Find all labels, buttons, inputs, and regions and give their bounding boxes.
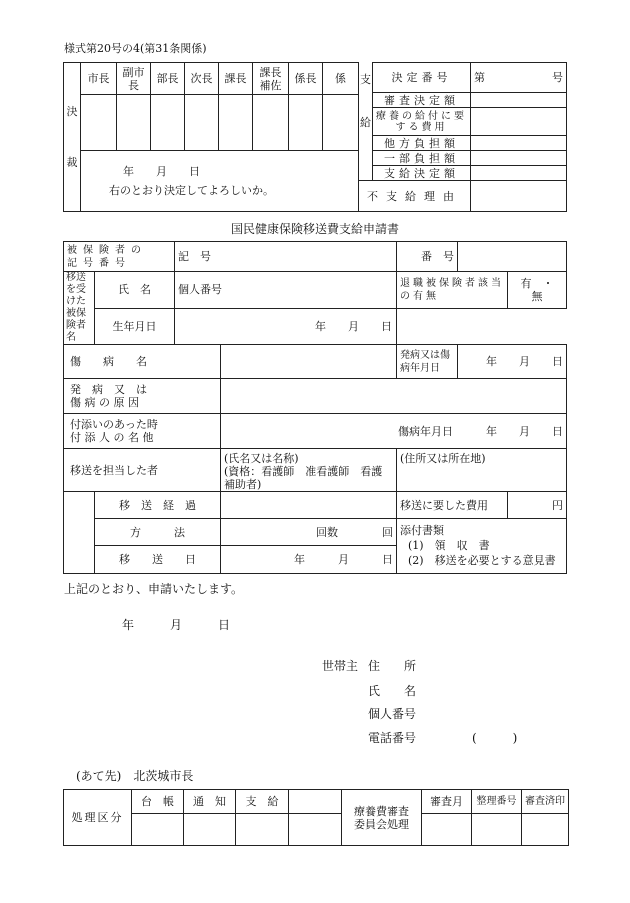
col-ledger: 台 帳 <box>132 790 184 814</box>
review-decision-label: 審査決定額 <box>373 93 471 108</box>
seal-box[interactable] <box>253 95 289 151</box>
approval-date: 年 月 日 <box>123 165 200 178</box>
role-section-chief: 課長 <box>219 63 253 95</box>
non-payment-value[interactable] <box>471 181 567 212</box>
name-label: 氏 名 <box>95 272 175 309</box>
apply-date[interactable]: 年 月 日 <box>122 618 231 632</box>
other-burden-label: 他方負担額 <box>373 136 471 151</box>
medical-cost-label: 療養の給付に要する費用 <box>373 108 471 136</box>
partial-burden-label: 一部負担額 <box>373 151 471 166</box>
carrier-label: 移送を担当した者 <box>64 449 221 492</box>
carrier-name[interactable]: (氏名又は名称) (資格：看護師 准看護師 看護補助者) <box>221 449 397 492</box>
col-blank <box>289 790 342 814</box>
ledger-box[interactable] <box>132 814 184 846</box>
medical-cost-value[interactable] <box>471 108 567 136</box>
non-payment-label: 不支給理由 <box>359 181 471 212</box>
role-director: 部長 <box>151 63 185 95</box>
role-mayor: 市長 <box>81 63 117 95</box>
role-subsection-chief: 係長 <box>289 63 323 95</box>
method-label: 方 法 <box>95 519 221 546</box>
notice-box[interactable] <box>184 814 236 846</box>
payment-decision-value[interactable] <box>471 166 567 181</box>
seal-box[interactable] <box>81 95 117 151</box>
insured-code-label: 被保険者の 記号番号 <box>64 242 175 272</box>
payment-table <box>358 62 567 212</box>
recipient: (あて先) 北茨城市長 <box>76 769 194 783</box>
seal-box[interactable] <box>289 95 323 151</box>
bango-label: 番 号 <box>397 242 458 272</box>
retired-value[interactable]: 有 ・ 無 <box>508 272 567 309</box>
address-label: 住 所 <box>368 659 417 673</box>
role-vice-mayor: 副市長 <box>117 63 151 95</box>
attachments: 添付書類 (1) 領 収 書 (2) 移送を必要とする意見書 <box>397 519 567 574</box>
onset-value[interactable]: 年 月 日 <box>458 345 567 379</box>
decision-no-label: 決定番号 <box>373 63 471 93</box>
review-seal-box[interactable] <box>522 814 569 846</box>
approval-decision-cell <box>81 151 359 212</box>
seal-box[interactable] <box>323 95 359 151</box>
cost-label: 移送に要した費用 <box>397 492 508 519</box>
seal-box[interactable] <box>185 95 219 151</box>
role-staff: 係 <box>323 63 359 95</box>
processing-table <box>63 789 569 846</box>
route-label: 移 送 経 過 <box>95 492 221 519</box>
attendant-date[interactable]: 傷病年月日 年 月 日 <box>221 414 567 449</box>
role-deputy-director: 次長 <box>185 63 219 95</box>
col-review-seal: 審査済印 <box>522 790 569 814</box>
approval-table <box>63 62 359 212</box>
partial-burden-value[interactable] <box>471 151 567 166</box>
col-payment: 支 給 <box>236 790 289 814</box>
committee-label: 療養費審査 委員会処理 <box>342 790 422 846</box>
cause-label: 発 病 又 は 傷 病 の 原 因 <box>64 379 221 414</box>
other-burden-value[interactable] <box>471 136 567 151</box>
ref-number-box[interactable] <box>472 814 522 846</box>
my-number-field[interactable]: 個人番号 <box>175 272 397 309</box>
approval-side-label: 決 裁 <box>64 63 81 212</box>
transported-label: 移送を受けた被保険者名 <box>64 272 95 345</box>
approval-decision-text: 右のとおり決定してよろしいか。 <box>109 184 274 197</box>
seal-box[interactable] <box>219 95 253 151</box>
applicant-name-label: 氏 名 <box>368 684 417 698</box>
seal-box[interactable] <box>151 95 185 151</box>
transport-side-blank <box>64 492 95 574</box>
payment-decision-label: 支給決定額 <box>373 166 471 181</box>
applicant-my-number-label: 個人番号 <box>368 707 417 721</box>
kigo-label: 記 号 <box>175 242 221 272</box>
carrier-address[interactable]: (住所又は所在地) <box>397 449 567 492</box>
seal-box[interactable] <box>117 95 151 151</box>
head-label: 世帯主 <box>322 659 359 673</box>
cause-value[interactable] <box>221 379 567 414</box>
blank-box[interactable] <box>289 814 342 846</box>
disease-value[interactable] <box>221 345 397 379</box>
birth-label: 生年月日 <box>95 308 175 345</box>
review-decision-value[interactable] <box>471 93 567 108</box>
date-value[interactable]: 年 月 日 <box>221 546 397 574</box>
processing-label: 処理区分 <box>64 790 132 846</box>
onset-label: 発病又は傷病年月日 <box>397 345 458 379</box>
bango-value[interactable] <box>458 242 567 272</box>
role-assistant-chief: 課長補佐 <box>253 63 289 95</box>
col-review-month: 審査月 <box>422 790 472 814</box>
cost-value[interactable]: 円 <box>508 492 567 519</box>
document-title: 国民健康保険移送費支給申請書 <box>230 222 399 236</box>
kigo-value[interactable] <box>221 242 397 272</box>
birth-value[interactable]: 年 月 日 <box>175 308 397 345</box>
disease-label: 傷 病 名 <box>64 345 221 379</box>
phone-label: 電話番号 <box>368 731 417 745</box>
birth-empty <box>397 308 567 345</box>
payment-box[interactable] <box>236 814 289 846</box>
col-notice: 通 知 <box>184 790 236 814</box>
col-ref-number: 整理番号 <box>472 790 522 814</box>
attendant-label: 付添いのあった時 付 添 人 の 名 他 <box>64 414 221 449</box>
date-label: 移 送 日 <box>95 546 221 574</box>
declaration: 上記のとおり、申請いたします。 <box>64 582 244 596</box>
decision-no-value[interactable]: 第 号 <box>471 63 567 93</box>
route-value[interactable] <box>221 492 397 519</box>
form-number: 様式第20号の4(第31条関係) <box>64 42 207 55</box>
phone-paren[interactable]: ( ) <box>472 731 518 745</box>
review-month-box[interactable] <box>422 814 472 846</box>
retired-label: 退職被保険者該当の有無 <box>397 272 508 309</box>
count-value[interactable]: 回数 回 <box>221 519 397 546</box>
application-table <box>63 241 567 574</box>
payment-side-label: 支 給 <box>359 63 373 181</box>
